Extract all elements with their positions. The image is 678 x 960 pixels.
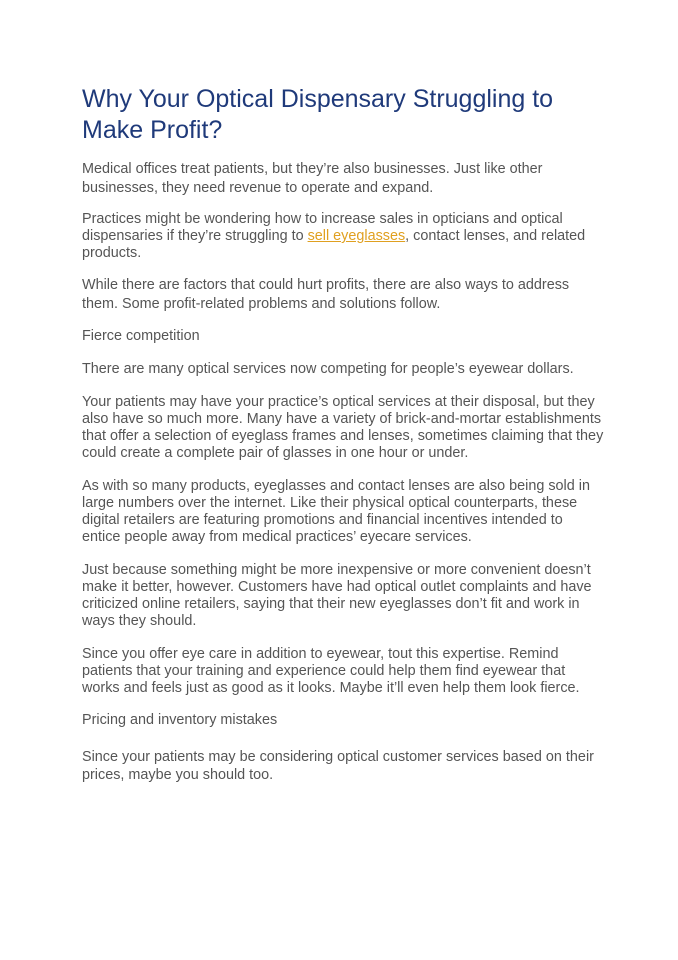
paragraph-practices-text-end: , contact lenses, and related products. [82,228,586,261]
paragraph-complaints: Just because something might be more inexpensive or more convenient doesn’t make it better, however. Customers have had optical outlet complaints and have criticized online retailers, saying that their new eyeglasses don’t fit and work in ways they should. [82,562,592,629]
paragraph-factors: While there are factors that could hurt profits, there are also ways to address them. Some profit-related problems and solutions follow. [82,277,570,312]
paragraph-expertise: Since you offer eye care in addition to eyewear, tout this expertise. Remind patients that your training and experience could help them find eyewear that works and feels just as good as it looks. Maybe it’ll even help them look fierce. [82,646,580,696]
page-title: Why Your Optical Dispensary Struggling to Make Profit? [82,85,554,144]
document-page [82,84,604,799]
paragraph-patients: Your patients may have your practice’s optical services at their disposal, but they also have so much more. Many have a variety of brick-and-mortar establishments that offer a selection of eyeglass frames and lenses, sometimes claiming that they could create a complete pair of glasses in one hour or under. [82,394,604,461]
paragraph-internet: As with so many products, eyeglasses and contact lenses are also being sold in large numbers over the internet. Like their physical optical counterparts, these digital retailers are featuring promotions and financial incentives intended to entice people away from medical practices’ eyecare services. [82,478,590,545]
paragraph-prices: Since your patients may be considering optical customer services based on their prices, maybe you should too. [82,748,594,783]
section-heading-pricing: Pricing and inventory mistakes [82,712,278,728]
paragraph-practices [82,211,604,262]
paragraph-practices-text-start: Practices might be wondering how to increase sales in opticians and optical dispensaries if they’re struggling to [82,211,563,244]
sell-eyeglasses-link[interactable]: sell eyeglasses [307,228,406,244]
paragraph-intro: Medical offices treat patients, but they’re also businesses. Just like other businesses, they need revenue to operate and expand. [82,161,543,196]
paragraph-competing: There are many optical services now competing for people’s eyewear dollars. [82,360,574,377]
section-heading-competition: Fierce competition [82,328,200,344]
